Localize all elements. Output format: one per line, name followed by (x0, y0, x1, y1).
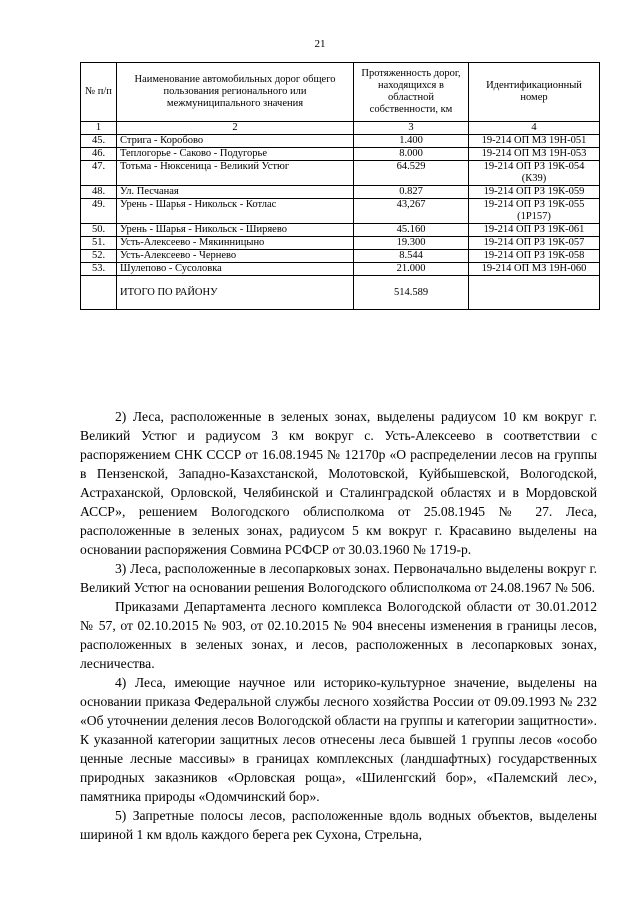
road-length: 43,267 (354, 199, 469, 224)
road-identifier: 19-214 ОП РЗ 19К-055 (1Р157) (469, 199, 600, 224)
table-row (81, 186, 600, 199)
road-name: Ул. Песчаная (117, 186, 354, 199)
page-number: 21 (314, 38, 326, 50)
row-number: 51. (81, 237, 117, 250)
total-row (81, 276, 600, 310)
road-name: Теплогорье - Саково - Подугорье (117, 148, 354, 161)
body-text (80, 407, 597, 844)
table-row (81, 237, 600, 250)
road-length: 19.300 (354, 237, 469, 250)
total-empty-cell (81, 276, 117, 310)
table-row (81, 224, 600, 237)
road-length: 45.160 (354, 224, 469, 237)
table-row (81, 161, 600, 186)
road-length: 64.529 (354, 161, 469, 186)
paragraph: 4) Леса, имеющие научное или историко-культурное значение, выделены на основании приказа Федеральной службы лесного хозяйства России от 09.09.1993 № 232 «Об уточнении деления лесов Вологодской области на группы и категории защитности». К указанной категории защитных лесов отнесены леса бывшей 1 группы лесов «особо ценные лесные массивы» в границах комплексных (ландшафтных) государственных природных заказников «Орловская роща», «Шиленгский бор», «Палемский лес», памятника природы «Одомчинский бор». (80, 675, 597, 804)
row-number: 49. (81, 199, 117, 224)
row-number: 45. (81, 135, 117, 148)
column-number: 1 (81, 122, 117, 135)
total-label: ИТОГО ПО РАЙОНУ (117, 276, 354, 310)
road-length: 8.000 (354, 148, 469, 161)
table-header-row (81, 63, 600, 122)
header-identifier: Идентификационный номер (469, 63, 600, 122)
column-number: 4 (469, 122, 600, 135)
road-length: 21.000 (354, 263, 469, 276)
road-identifier: 19-214 ОП МЗ 19Н-053 (469, 148, 600, 161)
row-number: 50. (81, 224, 117, 237)
road-name: Усть-Алексеево - Чернево (117, 250, 354, 263)
header-road-name: Наименование автомобильных дорог общего пользования регионального или межмуниципального значения (117, 63, 354, 122)
table-row (81, 199, 600, 224)
paragraph: 5) Запретные полосы лесов, расположенные вдоль водных объектов, выделены шириной 1 км вдоль каждого берега рек Сухона, Стрельна, (80, 808, 597, 842)
table-row (81, 250, 600, 263)
road-identifier: 19-214 ОП РЗ 19К-058 (469, 250, 600, 263)
road-name: Стрига - Коробово (117, 135, 354, 148)
road-identifier: 19-214 ОП РЗ 19К-057 (469, 237, 600, 250)
paragraph: 2) Леса, расположенные в зеленых зонах, выделены радиусом 10 км вокруг г. Великий Устюг и радиусом 3 км вокруг с. Усть-Алексеево в соответствии с распоряжением СНК СССР от 16.08.1945 № 12170р «О распределении лесов на группы в Пензенской, Западно-Казахстанской, Молотовской, Куйбышевской, Вологодской, Астраханской, Орловской, Челябинской и Сталинградской областях и в Мордовской АССР», решением Вологодского облисполкома от 25.08.1945 № 27. Леса, расположенные в зеленых зонах, радиусом 5 км вокруг г. Красавино выделены на основании распоряжения Совмина РСФСР от 30.03.1960 № 1719-р. (80, 409, 597, 557)
row-number: 53. (81, 263, 117, 276)
column-number: 3 (354, 122, 469, 135)
road-name: Шулепово - Сусоловка (117, 263, 354, 276)
row-number: 52. (81, 250, 117, 263)
road-identifier: 19-214 ОП МЗ 19Н-060 (469, 263, 600, 276)
road-name: Тотьма - Нюксеница - Великий Устюг (117, 161, 354, 186)
paragraph: 3) Леса, расположенные в лесопарковых зонах. Первоначально выделены вокруг г. Великий Устюг на основании решения Вологодского облисполкома от 24.08.1967 № 506. (80, 561, 597, 595)
column-number-row (81, 122, 600, 135)
road-length: 8.544 (354, 250, 469, 263)
total-empty-cell (469, 276, 600, 310)
table-row (81, 263, 600, 276)
row-number: 47. (81, 161, 117, 186)
column-number: 2 (117, 122, 354, 135)
table-row (81, 135, 600, 148)
total-length: 514.589 (354, 276, 469, 310)
row-number: 48. (81, 186, 117, 199)
road-name: Усть-Алексеево - Мякинницыно (117, 237, 354, 250)
road-identifier: 19-214 ОП РЗ 19К-059 (469, 186, 600, 199)
road-length: 0.827 (354, 186, 469, 199)
road-length: 1.400 (354, 135, 469, 148)
paragraph: Приказами Департамента лесного комплекса Вологодской области от 30.01.2012 № 57, от 02.10.2015 № 903, от 02.10.2015 № 904 внесены изменения в границы лесов, расположенных в зеленых зонах, и лесов, расположенных в лесопарковых зонах, лесничества. (80, 599, 597, 671)
table-row (81, 148, 600, 161)
row-number: 46. (81, 148, 117, 161)
header-number: № п/п (81, 63, 117, 122)
road-name: Урень - Шарья - Никольск - Ширяево (117, 224, 354, 237)
road-identifier: 19-214 ОП РЗ 19К-054 (К39) (469, 161, 600, 186)
header-length: Протяженность дорог, находящихся в областной собственности, км (354, 63, 469, 122)
road-identifier: 19-214 ОП РЗ 19К-061 (469, 224, 600, 237)
road-name: Урень - Шарья - Никольск - Котлас (117, 199, 354, 224)
road-identifier: 19-214 ОП МЗ 19Н-051 (469, 135, 600, 148)
roads-table (80, 62, 600, 310)
